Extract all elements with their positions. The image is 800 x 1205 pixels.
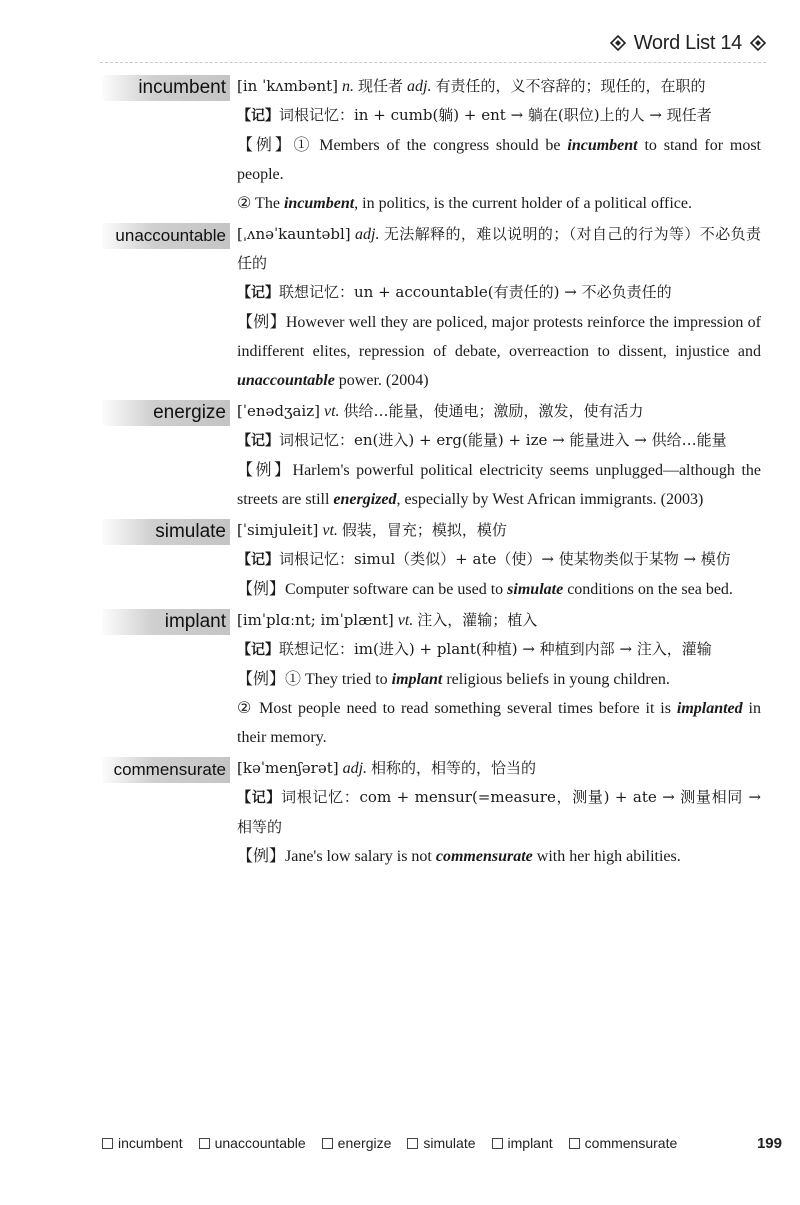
example-text: to stand for most people.	[237, 137, 761, 183]
phonetic: [ˌʌnəˈkauntəbl]	[237, 225, 351, 243]
checkbox-icon[interactable]	[492, 1138, 503, 1149]
entry-simulate	[0, 516, 800, 604]
headword: energize	[102, 400, 230, 426]
diamond-ornament-icon	[610, 35, 626, 51]
definition-line	[237, 220, 761, 278]
entry-implant	[0, 606, 800, 752]
example-sentence	[237, 575, 761, 604]
memo-tag: 【记】	[237, 285, 279, 301]
part-of-speech: vt.	[397, 612, 414, 629]
memo-text: 词根记忆：com + mensur(=measure，测量) + ate → 测量相同 → 相等的	[237, 788, 762, 836]
checklist-label: simulate	[423, 1135, 476, 1151]
headword: simulate	[102, 519, 230, 545]
memo-text: 联想记忆：im(进入) + plant(种植) → 种植到内部 → 注入，灌输	[279, 640, 712, 658]
example-keyword: unaccountable	[237, 372, 335, 389]
page-footer	[102, 1133, 782, 1153]
example-keyword: simulate	[507, 581, 564, 598]
checkbox-icon[interactable]	[407, 1138, 418, 1149]
headword: incumbent	[102, 75, 230, 101]
checklist-label: implant	[507, 1135, 553, 1151]
phonetic: [imˈplɑːnt; imˈplænt]	[237, 611, 394, 629]
definition: 供给…能量，使通电；激励，激发，使有活力	[343, 402, 644, 420]
example-sentence	[237, 131, 761, 189]
phonetic: [in ˈkʌmbənt]	[237, 77, 339, 95]
example-text: in their memory.	[237, 700, 762, 746]
example-keyword: incumbent	[283, 195, 355, 212]
definition: 注入，灌输；植入	[417, 611, 538, 629]
example-keyword: incumbent	[567, 137, 638, 154]
example-sentence	[237, 456, 761, 514]
part-of-speech: adj.	[342, 760, 368, 777]
example-text: 【例】Jane's low salary is not	[237, 848, 436, 865]
header-divider	[100, 62, 766, 63]
word-list-title: Word List 14	[633, 31, 742, 54]
example-sentence	[237, 842, 761, 871]
example-text: conditions on the sea bed.	[563, 581, 733, 598]
headword: unaccountable	[102, 223, 230, 249]
definition: 现任者	[358, 77, 404, 95]
headword: commensurate	[102, 757, 230, 783]
example-keyword: implant	[391, 671, 443, 688]
headword: implant	[102, 609, 230, 635]
memory-tip	[237, 278, 761, 308]
checklist-label: unaccountable	[214, 1135, 306, 1151]
definition: 假装，冒充；模拟，模仿	[341, 521, 507, 539]
example-text: 【例】Computer software can be used to	[237, 581, 508, 598]
memo-tag: 【记】	[237, 108, 279, 124]
definition: 无法解释的，难以说明的；（对自己的行为等）不必负责任的	[237, 225, 761, 272]
checkbox-icon[interactable]	[102, 1138, 113, 1149]
checklist-item[interactable]	[569, 1135, 678, 1151]
checklist-label: energize	[337, 1135, 392, 1151]
example-sentence	[237, 189, 761, 218]
definition: 相称的，相等的，恰当的	[371, 759, 537, 777]
phonetic: [ˈsimjuleit]	[237, 521, 319, 539]
definition-line	[237, 397, 761, 426]
part-of-speech: n.	[342, 78, 355, 95]
checklist-item[interactable]	[492, 1135, 553, 1151]
checkbox-icon[interactable]	[199, 1138, 210, 1149]
example-text: 【例】However well they are policed, major protests reinforce the impression of indifferent elites, repression of debate, overreaction to dissent, injustice and	[237, 314, 761, 360]
definition: 有责任的，义不容辞的；现任的，在职的	[435, 77, 706, 95]
example-sentence	[237, 665, 761, 694]
example-text: ② The	[237, 195, 284, 212]
memo-tag: 【记】	[237, 552, 279, 568]
example-keyword: implanted	[676, 700, 743, 717]
entry-unaccountable	[0, 220, 800, 395]
definition-line	[237, 72, 761, 101]
entry-body	[237, 397, 761, 514]
word-entries	[0, 72, 800, 873]
memory-tip	[237, 426, 761, 456]
example-text: , in politics, is the current holder of a political office.	[354, 195, 692, 212]
memo-text: 词根记忆：in + cumb(躺) + ent → 躺在(职位)上的人 → 现任者	[279, 106, 712, 124]
example-keyword: commensurate	[435, 848, 533, 865]
entry-incumbent	[0, 72, 800, 218]
entry-body	[237, 606, 761, 752]
checklist-item[interactable]	[322, 1135, 392, 1151]
part-of-speech: adj.	[407, 78, 432, 95]
checklist-label: incumbent	[118, 1135, 183, 1151]
memory-tip	[237, 635, 761, 665]
memo-tag: 【记】	[237, 433, 279, 449]
diamond-ornament-icon	[750, 35, 766, 51]
definition-line	[237, 606, 761, 635]
example-sentence	[237, 694, 761, 752]
example-text: ② Most people need to read something several times before it is	[237, 700, 677, 717]
example-text: 【例】① Members of the congress should be	[237, 137, 568, 154]
phonetic: [kəˈmenʃərət]	[237, 759, 339, 777]
memo-tag: 【记】	[237, 790, 282, 806]
example-text: with her high abilities.	[532, 848, 681, 865]
entry-body	[237, 754, 761, 871]
checkbox-icon[interactable]	[569, 1138, 580, 1149]
entry-body	[237, 220, 761, 395]
example-text: religious beliefs in young children.	[442, 671, 670, 688]
definition-line	[237, 754, 761, 783]
memo-tag: 【记】	[237, 642, 279, 658]
part-of-speech: adj.	[355, 226, 380, 243]
memory-tip	[237, 783, 761, 842]
example-text: 【例】Harlem's powerful political electricity seems unplugged—although the streets are still	[237, 462, 761, 508]
checkbox-icon[interactable]	[322, 1138, 333, 1149]
entry-energize	[0, 397, 800, 514]
memo-text: 词根记忆：simul（类似）+ ate（使）→ 使某物类似于某物 → 模仿	[279, 550, 731, 568]
memory-tip	[237, 545, 761, 575]
memo-text: 词根记忆：en(进入) + erg(能量) + ize → 能量进入 → 供给…能量	[279, 431, 727, 449]
entry-body	[237, 72, 761, 218]
memory-tip	[237, 101, 761, 131]
definition-line	[237, 516, 761, 545]
example-text: 【例】① They tried to	[237, 671, 392, 688]
example-sentence	[237, 308, 761, 395]
example-text: , especially by West African immigrants. (2003)	[396, 491, 704, 508]
checklist-item[interactable]	[199, 1135, 306, 1151]
entry-body	[237, 516, 761, 604]
entry-commensurate	[0, 754, 800, 871]
example-text: power. (2004)	[334, 372, 429, 389]
page-header	[610, 28, 766, 58]
page-number: 199	[756, 1134, 782, 1152]
phonetic: [ˈenədʒaiz]	[237, 402, 320, 420]
example-keyword: energized	[333, 491, 397, 508]
checklist-label: commensurate	[584, 1135, 678, 1151]
checklist-item[interactable]	[407, 1135, 475, 1151]
part-of-speech: vt.	[323, 403, 340, 420]
memo-text: 联想记忆：un + accountable(有责任的) → 不必负责任的	[279, 283, 672, 301]
checklist-item[interactable]	[102, 1135, 183, 1151]
part-of-speech: vt.	[322, 522, 338, 539]
